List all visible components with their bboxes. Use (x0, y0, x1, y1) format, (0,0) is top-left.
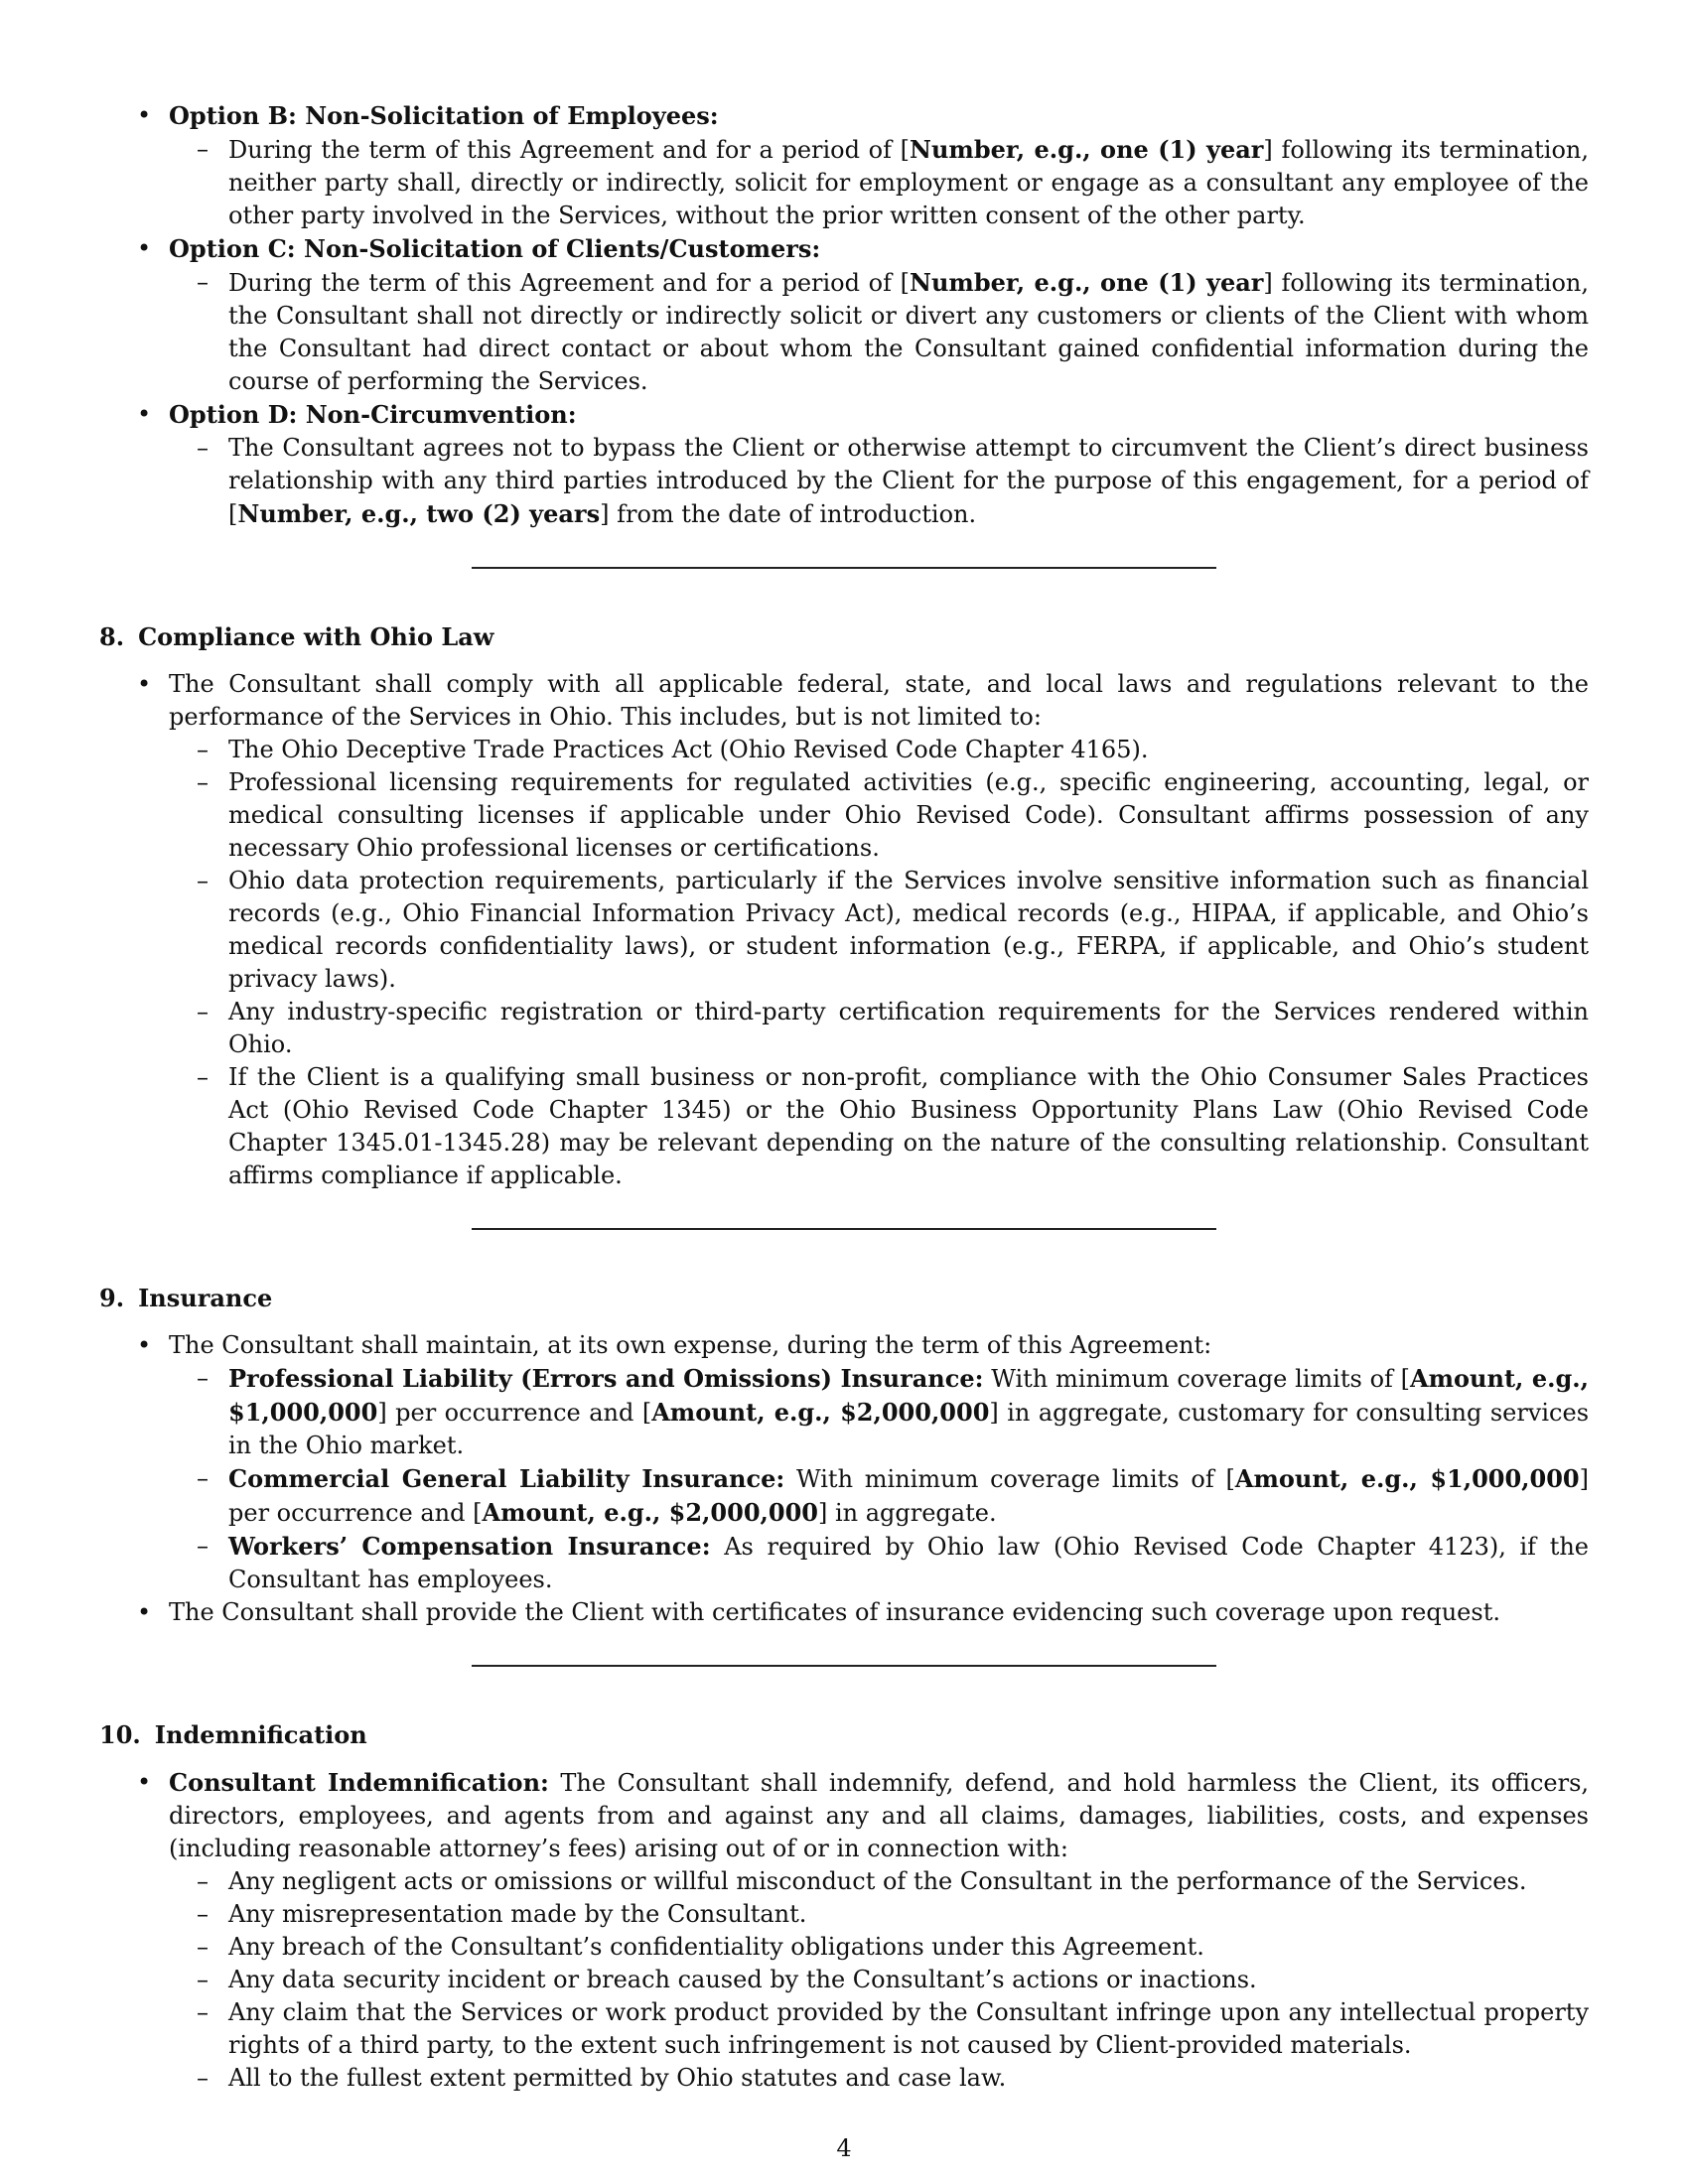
option-sublist (169, 133, 1589, 232)
option-sublist (169, 432, 1589, 531)
text-span: With minimum coverage limits of [ (784, 1465, 1235, 1493)
section-8-heading (99, 614, 1589, 654)
bold-text: Commercial General Liability Insurance: (228, 1464, 785, 1493)
section-number: 9. (99, 1284, 125, 1312)
bold-text: Amount, e.g., $2,000,000 (482, 1498, 818, 1527)
text-span: As required by Ohio law (Ohio Revised Code Chapter 4123), if the Consultant has employees. (228, 1533, 1589, 1593)
text-span: ] per occurrence and [ (377, 1399, 652, 1427)
bold-text: Professional Liability (Errors and Omissions) Insurance: (228, 1364, 984, 1393)
list-item (99, 1329, 1589, 1596)
bold-text: Amount, e.g., $1,000,000 (228, 1364, 1589, 1427)
page-number: 4 (836, 2134, 852, 2162)
page-content (99, 99, 1589, 2095)
insurance-item (169, 1462, 1589, 1530)
bold-text: Number, e.g., two (2) years (237, 499, 601, 528)
option-label: Option B: Non-Solicitation of Employees: (169, 101, 719, 130)
sublist-item: – Any claim that the Services or work product provided by the Consultant infringe upon any intellectual property rights of a third party, to the extent such infringement is not caused by Client-provided materials. (169, 1996, 1589, 2062)
sublist-item: – Professional licensing requirements for regulated activities (e.g., specific engineering, accounting, legal, or medical consulting licenses if applicable under Ohio Revised Code). Consultant affirms possession of any necessary Ohio professional licenses or certifications. (169, 766, 1589, 865)
section-8-list (99, 668, 1589, 1192)
section-9-list (99, 1329, 1589, 1629)
section-9-intro: The Consultant shall maintain, at its own expense, during the term of this Agreement: (169, 1331, 1212, 1359)
bold-text: Workers’ Compensation Insurance: (228, 1532, 711, 1561)
section-9-closing: The Consultant shall provide the Client with certificates of insurance evidencing such coverage upon request. (169, 1598, 1500, 1626)
text-span: During the term of this Agreement and for a period of [ (228, 269, 911, 297)
section-title: Insurance (138, 1284, 273, 1312)
section-title: Indemnification (154, 1720, 367, 1749)
text-span: ] following its termination, the Consultant shall not directly or indirectly solicit or divert any customers or clients of the Client with whom the Consultant had direct contact or about whom the Consultant gained confidential information during the course of performing the Services. (228, 269, 1590, 395)
bold-text: Number, e.g., one (1) year (910, 268, 1264, 297)
bold-text: Amount, e.g., $1,000,000 (1234, 1464, 1580, 1493)
option-label: Option C: Non-Solicitation of Clients/Customers: (169, 234, 821, 263)
section-7-options-list (99, 99, 1589, 531)
option-detail (169, 133, 1589, 232)
sublist-item: – The Ohio Deceptive Trade Practices Act (Ohio Revised Code Chapter 4165). (169, 734, 1589, 766)
insurance-item (169, 1362, 1589, 1462)
section-9-sublist (169, 1362, 1589, 1596)
bold-text: Number, e.g., one (1) year (910, 135, 1264, 164)
sublist-item: – All to the fullest extent permitted by Ohio statutes and case law. (169, 2062, 1589, 2095)
option-item (99, 99, 1589, 232)
list-item (99, 1766, 1589, 2095)
text-span: During the term of this Agreement and for a period of [ (228, 136, 911, 164)
sublist-item: – Any misrepresentation made by the Consultant. (169, 1898, 1589, 1931)
option-label: Option D: Non-Circumvention: (169, 400, 577, 429)
sublist-item: – Any negligent acts or omissions or willful misconduct of the Consultant in the performance of the Services. (169, 1865, 1589, 1898)
option-sublist (169, 266, 1589, 398)
text-span: With minimum coverage limits of [ (983, 1365, 1411, 1393)
option-detail (169, 432, 1589, 531)
list-item (99, 668, 1589, 1192)
sublist-item: – Any industry-specific registration or third-party certification requirements for the Services rendered within Ohio. (169, 996, 1589, 1061)
section-9-heading (99, 1276, 1589, 1315)
option-item (99, 232, 1589, 398)
section-10-sublist (169, 1865, 1589, 2095)
section-10-list (99, 1766, 1589, 2095)
option-detail (169, 266, 1589, 398)
section-8-intro: The Consultant shall comply with all applicable federal, state, and local laws and regulations relevant to the performance of the Services in Ohio. This includes, but is not limited to: (169, 670, 1589, 731)
text-span: The Consultant agrees not to bypass the Client or otherwise attempt to circumvent the Client’s direct business relationship with any third parties introduced by the Client for the purpose of this engagement, for a period of [ (228, 434, 1589, 528)
text-span: ] from the date of introduction. (600, 500, 977, 528)
insurance-item (169, 1530, 1589, 1596)
section-number: 10. (99, 1720, 141, 1749)
list-item (99, 1596, 1589, 1629)
sublist-item: – Ohio data protection requirements, particularly if the Services involve sensitive information such as financial records (e.g., Ohio Financial Information Privacy Act), medical records (e.g., HIPAA, if applicable, and Ohio’s medical records confidentiality laws), or student information (e.g., FERPA, if applicable, and Ohio’s student privacy laws). (169, 865, 1589, 996)
section-number: 8. (99, 622, 125, 651)
section-8-sublist (169, 734, 1589, 1192)
section-10-lead-text: The Consultant shall indemnify, defend, and hold harmless the Client, its officers, directors, employees, and agents from and against any and all claims, damages, liabilities, costs, and expenses (including reasonable attorney’s fees) arising out of or in connection with: (169, 1769, 1590, 1862)
section-10-heading (99, 1712, 1589, 1752)
bold-text: Amount, e.g., $2,000,000 (651, 1398, 990, 1427)
text-span: ] in aggregate, customary for consulting services in the Ohio market. (228, 1399, 1590, 1459)
text-span: ] in aggregate. (817, 1499, 997, 1527)
sublist-item: – If the Client is a qualifying small business or non-profit, compliance with the Ohio Consumer Sales Practices Act (Ohio Revised Code Chapter 1345) or the Ohio Business Opportunity Plans Law (Ohio Revised Code Chapter 1345.01-1345.28) may be relevant depending on the nature of the consulting relationship. Consultant affirms compliance if applicable. (169, 1061, 1589, 1192)
sublist-item: – Any breach of the Consultant’s confidentiality obligations under this Agreement. (169, 1931, 1589, 1964)
option-item (99, 398, 1589, 531)
section-title: Compliance with Ohio Law (138, 622, 494, 651)
text-span: ] following its termination, neither party shall, directly or indirectly, solicit for employment or engage as a consultant any employee of the other party involved in the Services, without the prior written consent of the other party. (228, 136, 1590, 229)
sublist-item: – Any data security incident or breach caused by the Consultant’s actions or inactions. (169, 1964, 1589, 1996)
section-10-lead-label: Consultant Indemnification: (169, 1768, 549, 1797)
text-span: ] per occurrence and [ (228, 1465, 1590, 1527)
